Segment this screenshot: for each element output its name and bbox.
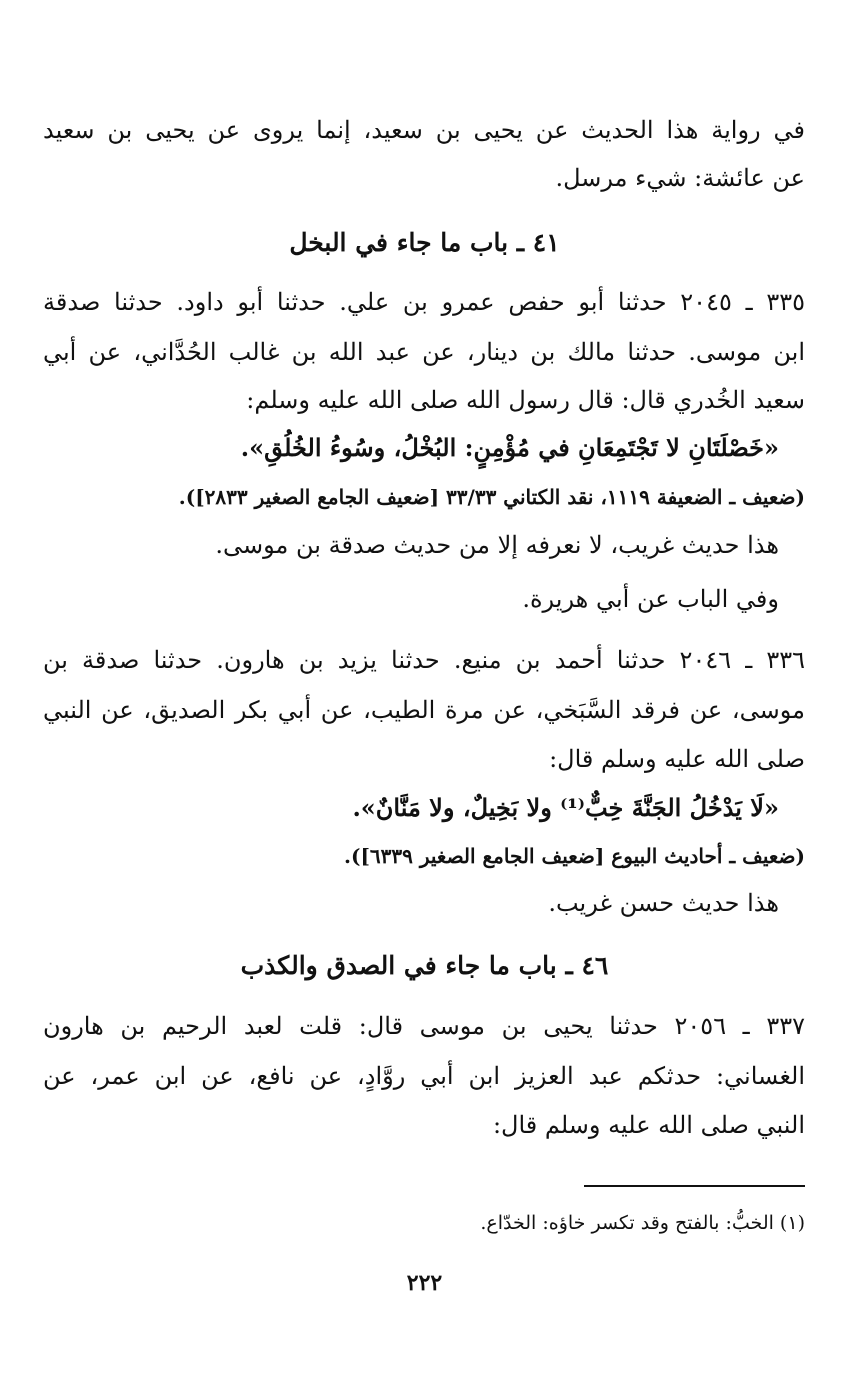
hadith-336-line: ٣٣٦ ـ ٢٠٤٦ حدثنا أحمد بن منيع. حدثنا يزيد بن هارون. حدثنا صدقة بن [43,646,805,674]
commentary-line: وفي الباب عن أبي هريرة. [522,585,779,613]
hadith-335-line: ٣٣٥ ـ ٢٠٤٥ حدثنا أبو حفص عمرو بن علي. حدثنا أبو داود. حدثنا صدقة [43,288,805,316]
commentary-line: هذا حديث حسن غريب. [548,889,779,917]
hadith-337-line: النبي صلى الله عليه وسلم قال: [492,1111,805,1139]
hadith-337-line: ٣٣٧ ـ ٢٠٥٦ حدثنا يحيى بن موسى قال: قلت لعبد الرحيم بن هارون [43,1012,805,1040]
hadith-text: «خَصْلَتَانِ لا تَجْتَمِعَانِ في مُؤْمِنٍ: البُخْلُ، وسُوءُ الخُلُقِ». [240,433,779,462]
hadith-335-line: سعيد الخُدري قال: قال رسول الله صلى الله عليه وسلم: [246,386,805,414]
section-heading: ٤٦ ـ باب ما جاء في الصدق والكذب [240,951,609,980]
text-line: عن عائشة: شيء مرسل. [555,164,805,192]
grading-reference: (ضعيف ـ الضعيفة ١١١٩، نقد الكتاني ٣٣/٣٣ [ضعيف الجامع الصغير ٢٨٣٣]). [178,485,805,509]
commentary-line: هذا حديث غريب، لا نعرفه إلا من حديث صدقة بن موسى. [215,531,779,559]
hadith-336-line: صلى الله عليه وسلم قال: [549,745,805,773]
hadith-335-line: ابن موسى. حدثنا مالك بن دينار، عن عبد الله بن غالب الحُدَّاني، عن أبي [43,338,805,366]
hadith-text: «لَا يَدْخُلُ الجَنَّةَ خِبٌّ⁽¹⁾ ولا بَخِيلٌ، ولا مَنَّانٌ». [352,793,779,822]
text-line: في رواية هذا الحديث عن يحيى بن سعيد، إنما يروى عن يحيى بن سعيد [43,116,805,144]
footnote: (١) الخبُّ: بالفتح وقد تكسر خاؤه: الخدّاع. [480,1212,805,1234]
hadith-336-line: موسى، عن فرقد السَّبَخي، عن مرة الطيب، عن أبي بكر الصديق، عن النبي [43,696,805,724]
footnote-separator [584,1185,805,1187]
grading-reference: (ضعيف ـ أحاديث البيوع [ضعيف الجامع الصغير ٦٣٣٩]). [344,844,805,868]
page-number: ٢٢٢ [406,1270,443,1296]
section-heading: ٤١ ـ باب ما جاء في البخل [289,228,560,257]
hadith-337-line: الغساني: حدثكم عبد العزيز ابن أبي روَّادٍ، عن نافع، عن ابن عمر، عن [43,1062,805,1090]
